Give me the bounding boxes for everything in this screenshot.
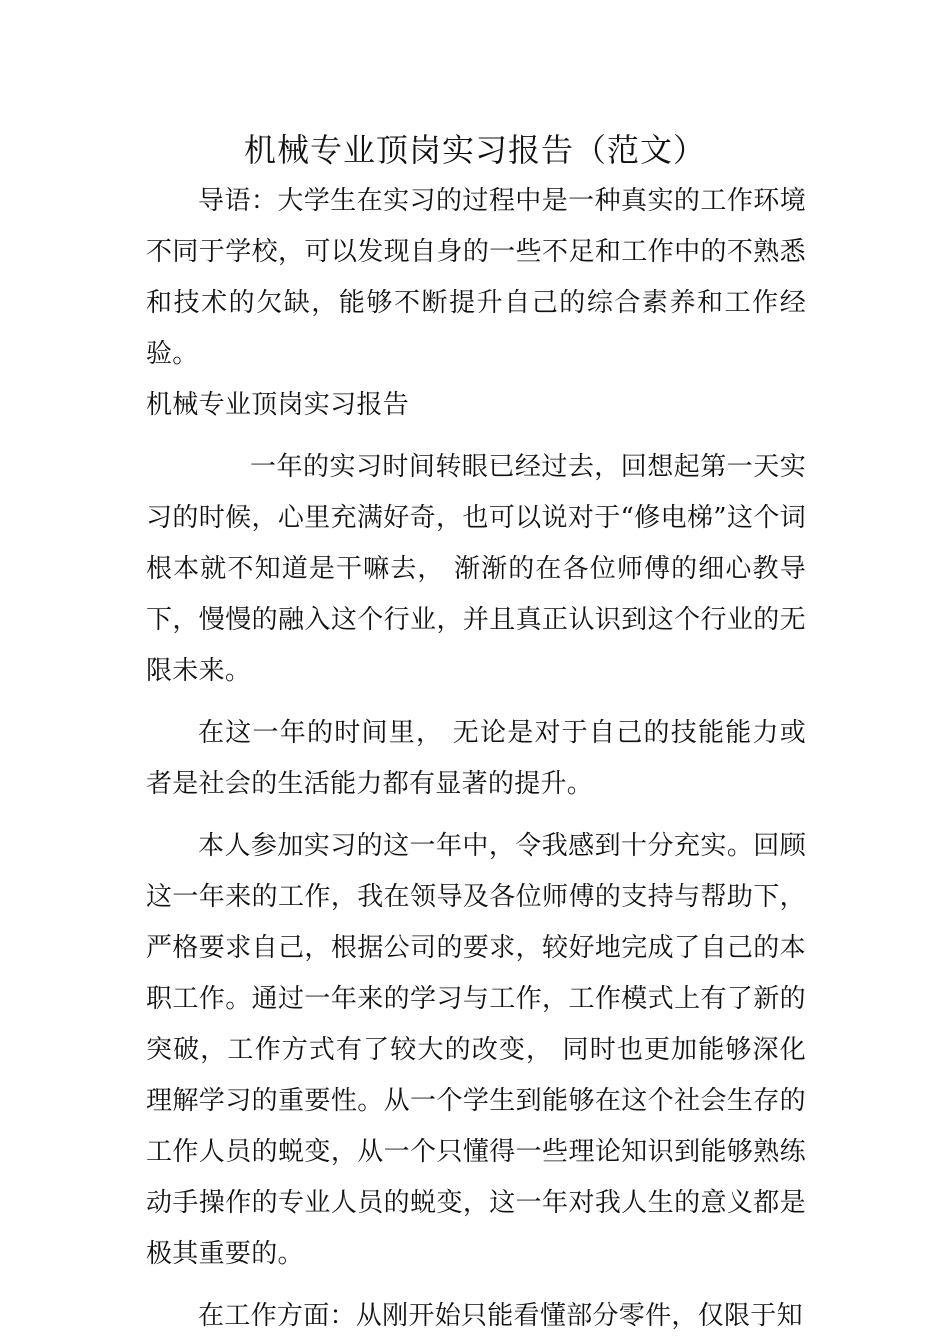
document-title: 机械专业顶岗实习报告（范文） (243, 131, 706, 169)
body-paragraph-2: 在这一年的时间里， 无论是对于自己的技能能力或者是社会的生活能力都有显著的提升。 (146, 718, 806, 799)
section-heading: 机械专业顶岗实习报告 (146, 390, 410, 420)
body-paragraph-4: 在工作方面：从刚开始只能看懂部分零件，仅限于知 (198, 1301, 803, 1331)
body-paragraph-1: 一年的实习时间转眼已经过去，回想起第一天实习的时候，心里充满好奇，也可以说对于“修电梯”这个词根本就不知道是干嘛去， 渐渐的在各位师傅的细心教导下，慢慢的融入这个行业，并且真正认识到这个行业的无限未来。 (146, 452, 806, 686)
body-paragraph-3: 本人参加实习的这一年中，令我感到十分充实。回顾这一年来的工作，我在领导及各位师傅的支持与帮助下，严格要求自己，根据公司的要求，较好地完成了自己的本职工作。通过一年来的学习与工作，工作模式上有了新的突破，工作方式有了较大的改变， 同时也更加能够深化理解学习的重要性。从一个学生到能够在这个社会生存的工作人员的蜕变，从一个只懂得一些理论知识到能够熟练动手操作的专业人员的蜕变，这一年对我人生的意义都是极其重要的。 (146, 831, 806, 1269)
intro-paragraph: 导语：大学生在实习的过程中是一种真实的工作环境不同于学校，可以发现自身的一些不足和工作中的不熟悉和技术的欠缺，能够不断提升自己的综合素养和工作经验。 (146, 186, 806, 369)
document-body (146, 176, 806, 1342)
